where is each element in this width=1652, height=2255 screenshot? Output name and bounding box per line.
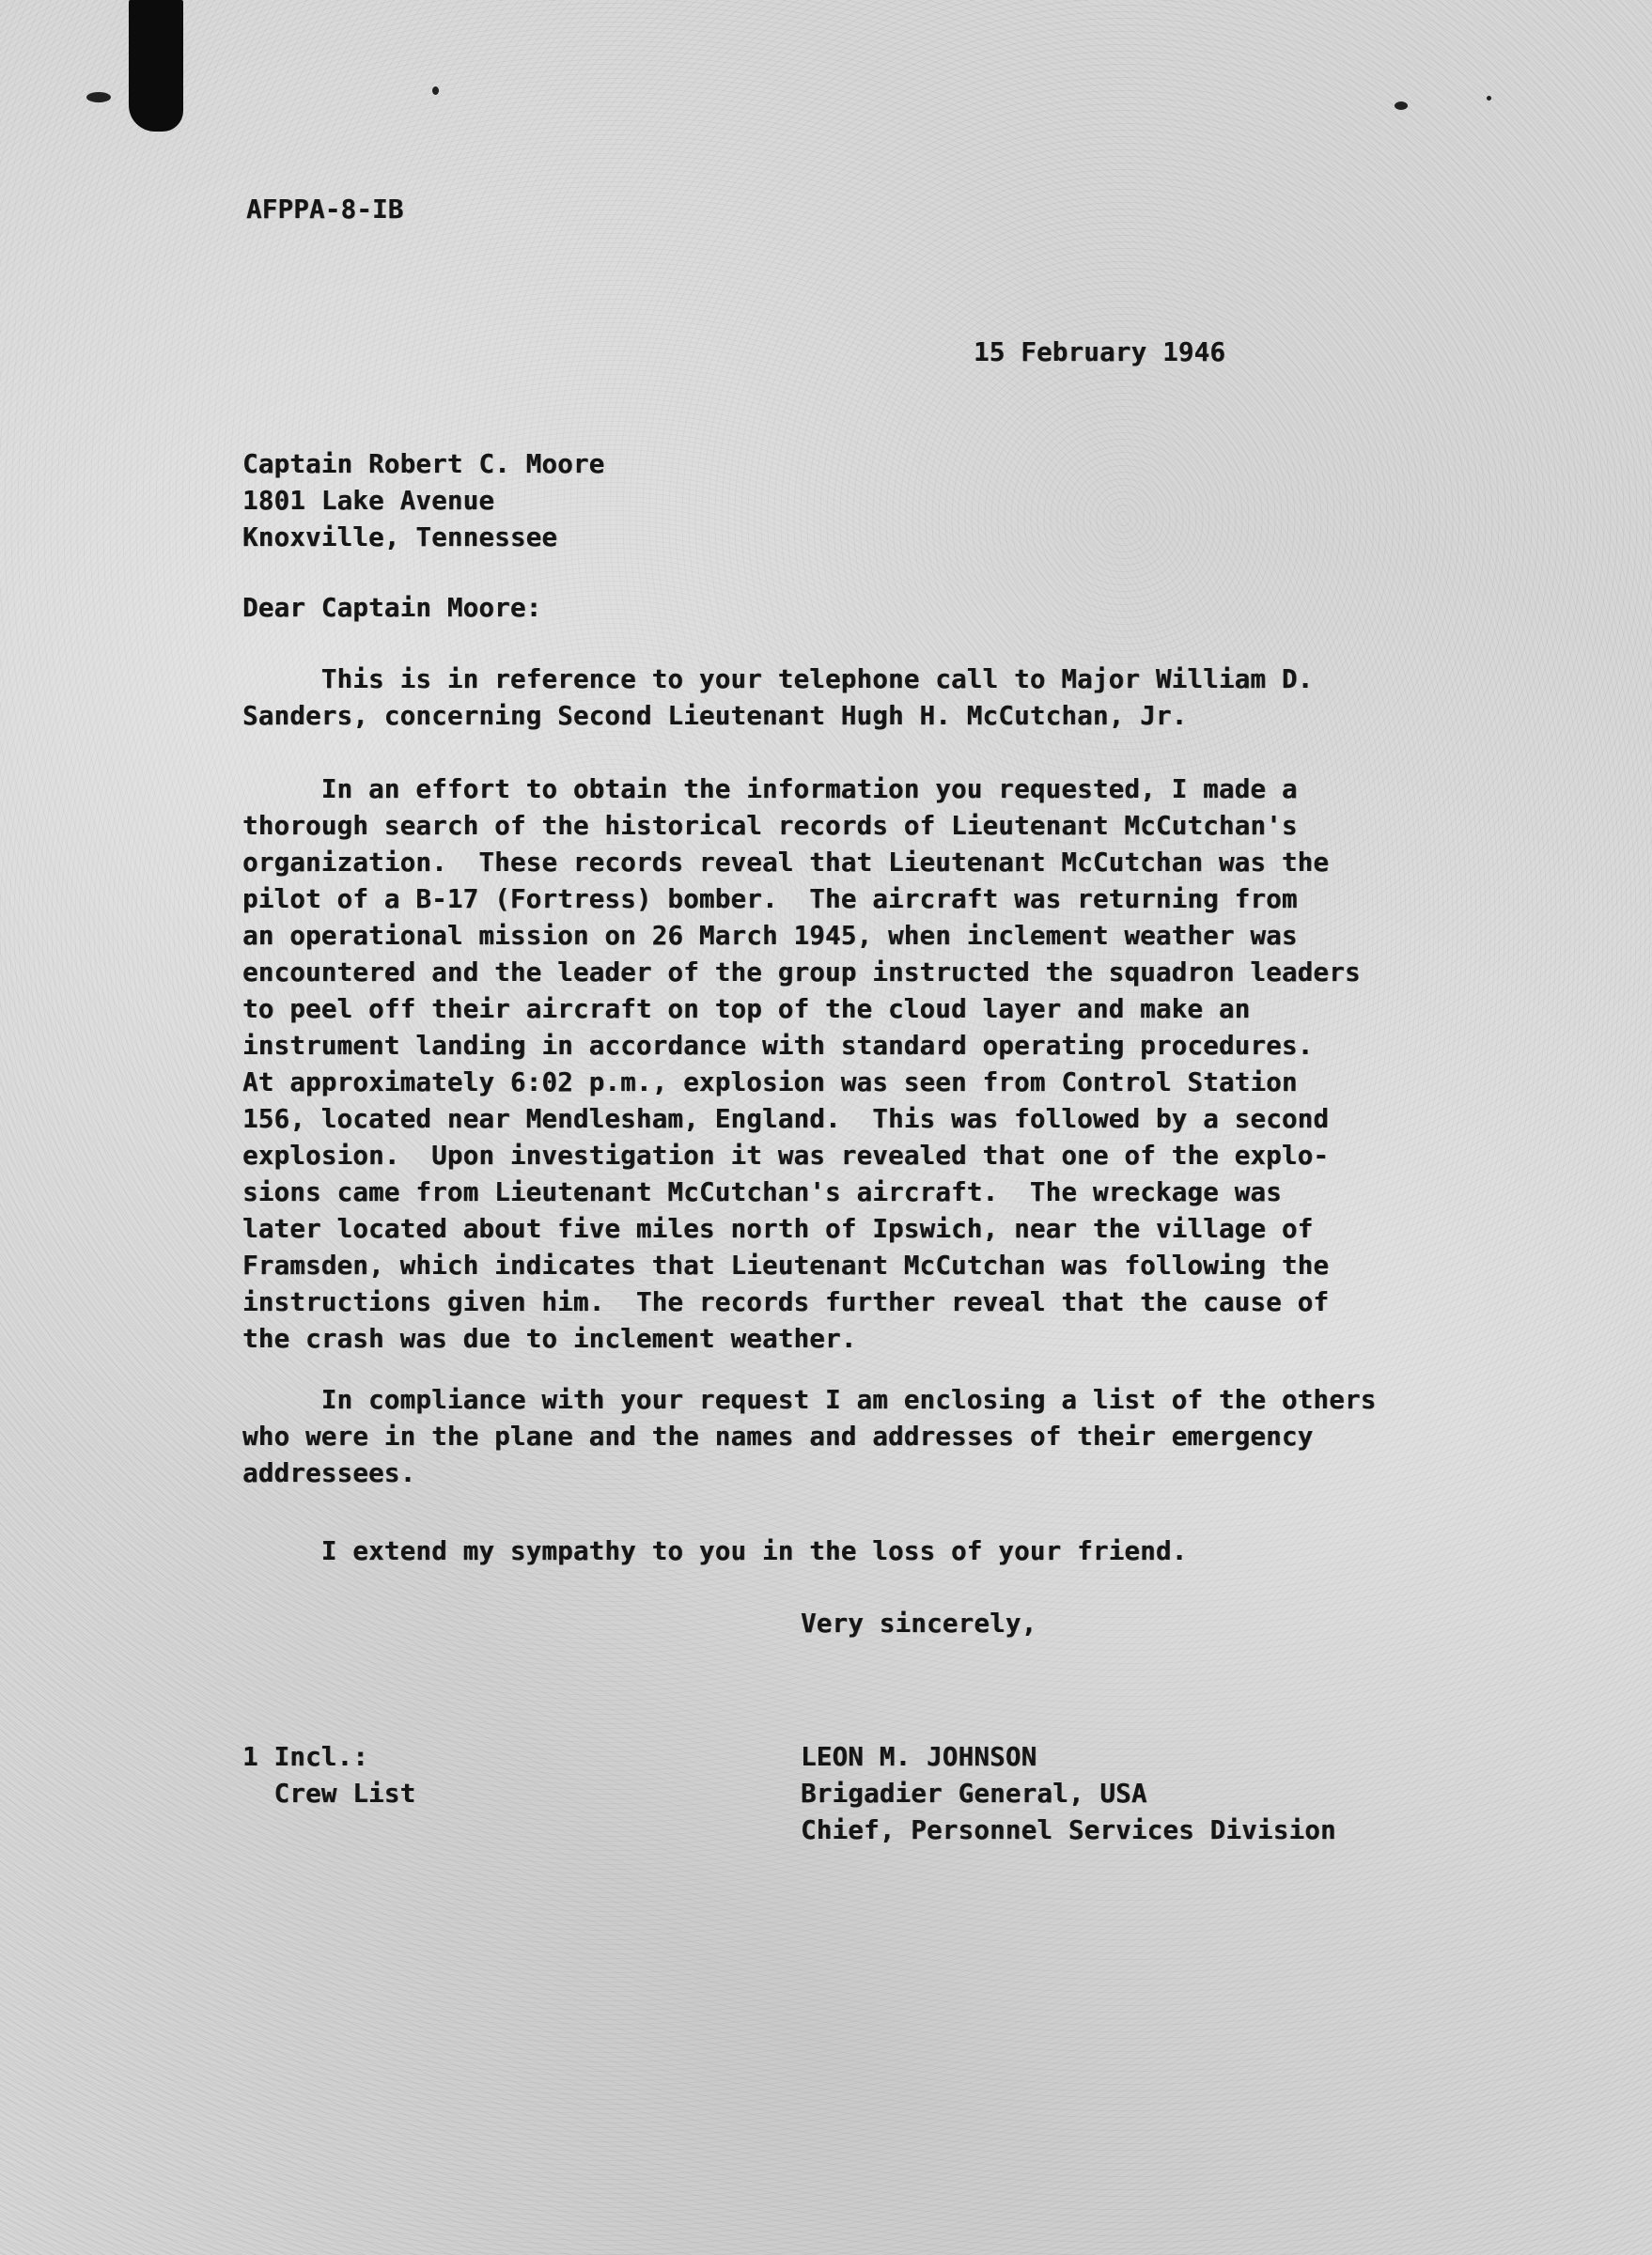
- paragraph-line: 156, located near Mendlesham, England. This was followed by a second: [242, 1104, 1330, 1134]
- paragraph-line: thorough search of the historical records of Lieutenant McCutchan's: [242, 811, 1298, 841]
- paragraph-line: encountered and the leader of the group instructed the squadron leaders: [242, 957, 1361, 988]
- paragraph-line: In compliance with your request I am enclosing a list of the others: [242, 1385, 1377, 1415]
- letter-date: 15 February 1946: [974, 337, 1226, 367]
- signature-block: [801, 1739, 1336, 1849]
- closing: Very sincerely,: [801, 1609, 1037, 1639]
- scan-speck: [432, 86, 439, 95]
- paragraph-4: [242, 1533, 1187, 1570]
- paragraph-3: [242, 1382, 1376, 1492]
- paragraph-line: I extend my sympathy to you in the loss of your friend.: [242, 1536, 1188, 1566]
- paragraph-line: the crash was due to inclement weather.: [242, 1324, 857, 1354]
- enclosure-note: [242, 1739, 415, 1812]
- enclosure-line: 1 Incl.:: [242, 1742, 369, 1772]
- paragraph-2: [242, 771, 1361, 1358]
- paragraph-line: Framsden, which indicates that Lieutenant McCutchan was following the: [242, 1251, 1330, 1281]
- paragraph-line: addressees.: [242, 1458, 416, 1488]
- paragraph-line: sions came from Lieutenant McCutchan's aircraft. The wreckage was: [242, 1177, 1282, 1207]
- paragraph-line: In an effort to obtain the information you requested, I made a: [242, 774, 1298, 804]
- paragraph-line: explosion. Upon investigation it was revealed that one of the explo-: [242, 1141, 1330, 1171]
- paragraph-line: At approximately 6:02 p.m., explosion was seen from Control Station: [242, 1067, 1298, 1097]
- signer-title: Chief, Personnel Services Division: [801, 1815, 1336, 1845]
- scan-artifact: [129, 0, 183, 132]
- recipient-address: [242, 446, 604, 556]
- paragraph-line: later located about five miles north of Ipswich, near the village of: [242, 1214, 1314, 1244]
- address-line: Captain Robert C. Moore: [242, 449, 605, 479]
- paragraph-line: Sanders, concerning Second Lieutenant Hugh H. McCutchan, Jr.: [242, 701, 1188, 731]
- paragraph-1: [242, 661, 1313, 735]
- paragraph-line: organization. These records reveal that Lieutenant McCutchan was the: [242, 848, 1330, 878]
- scan-speck: [1487, 96, 1491, 101]
- paragraph-line: This is in reference to your telephone call to Major William D.: [242, 664, 1314, 694]
- enclosure-line: Crew List: [242, 1779, 416, 1809]
- address-line: Knoxville, Tennessee: [242, 522, 558, 552]
- signer-rank: Brigadier General, USA: [801, 1779, 1147, 1809]
- paragraph-line: to peel off their aircraft on top of the cloud layer and make an: [242, 994, 1251, 1024]
- scan-speck: [86, 92, 111, 102]
- paragraph-line: instructions given him. The records further reveal that the cause of: [242, 1287, 1330, 1317]
- paragraph-line: an operational mission on 26 March 1945, when inclement weather was: [242, 921, 1298, 951]
- address-line: 1801 Lake Avenue: [242, 486, 495, 516]
- signer-name: LEON M. JOHNSON: [801, 1742, 1037, 1772]
- paragraph-line: instrument landing in accordance with standard operating procedures.: [242, 1031, 1314, 1061]
- scan-speck: [1395, 101, 1408, 110]
- reference-code: AFPPA-8-IB: [246, 194, 404, 225]
- paragraph-line: who were in the plane and the names and addresses of their emergency: [242, 1422, 1314, 1452]
- paragraph-line: pilot of a B-17 (Fortress) bomber. The aircraft was returning from: [242, 884, 1298, 914]
- salutation: Dear Captain Moore:: [242, 593, 542, 623]
